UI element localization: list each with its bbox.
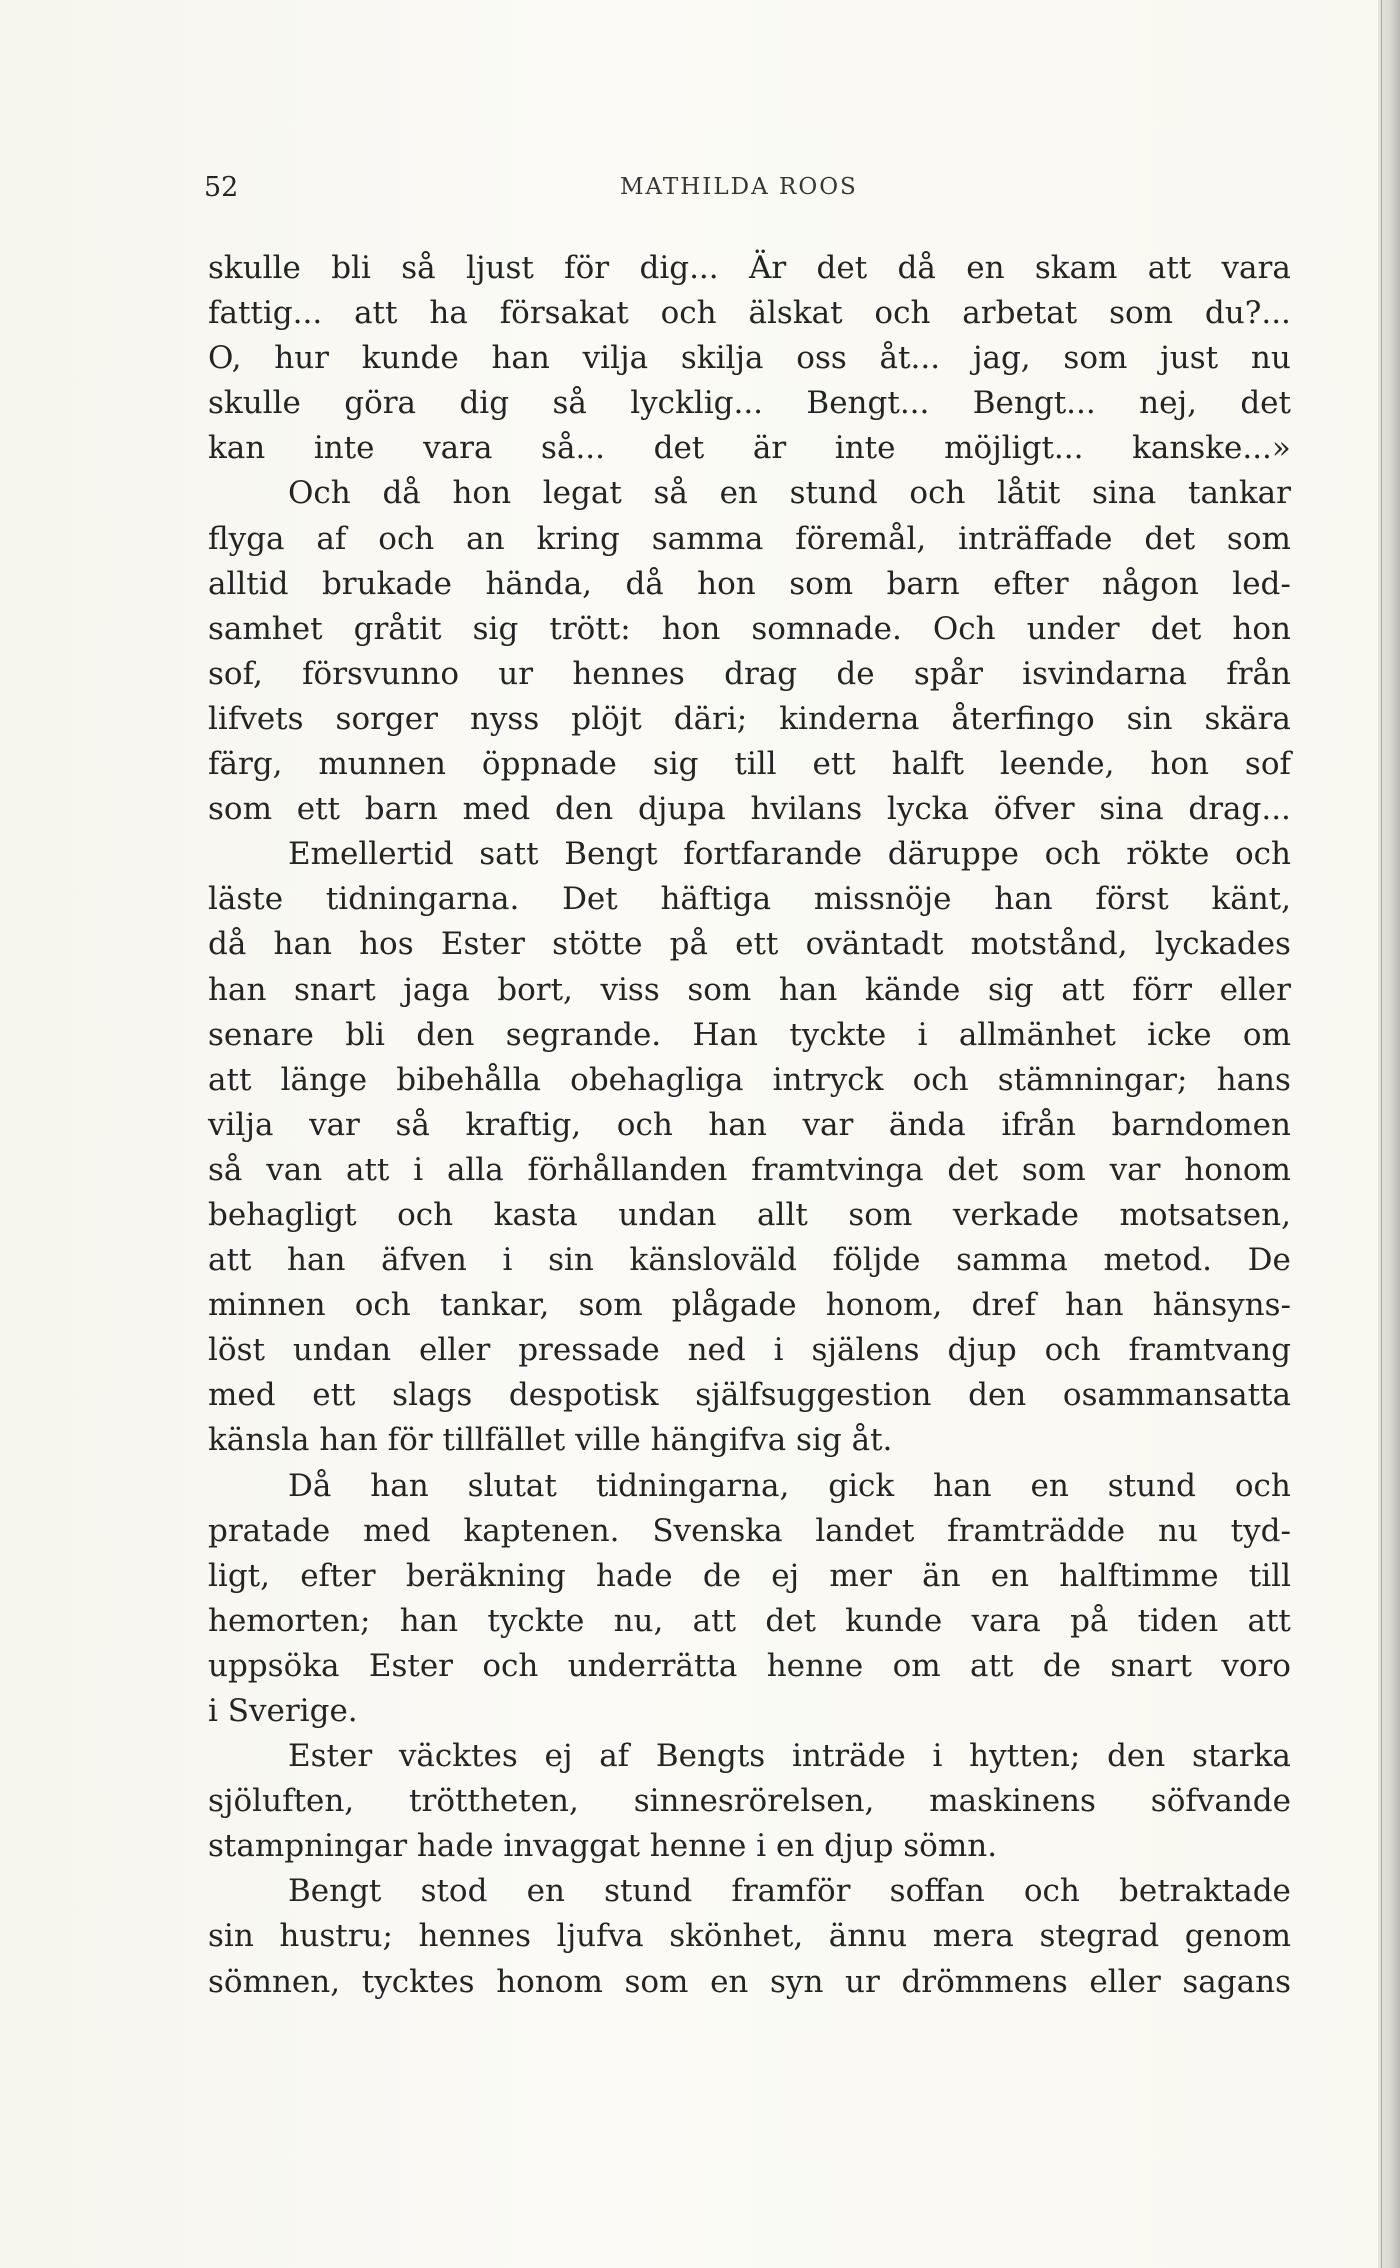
page-edge-line — [1381, 0, 1382, 2268]
text-line: sjöluften, tröttheten, sinnesrörelsen, maskinens söfvande — [208, 1783, 1291, 1820]
text-line: O, hur kunde han vilja skilja oss åt... jag, som just nu — [208, 340, 1291, 377]
text-line: kan inte vara så... det är inte möjligt... kanske...» — [208, 430, 1291, 467]
text-line: ligt, efter beräkning hade de ej mer än en halftimme till — [208, 1557, 1291, 1594]
text-line: Bengt stod en stund framför soffan och betraktade — [288, 1873, 1291, 1910]
text-line: att länge bibehålla obehagliga intryck och stämningar; hans — [208, 1061, 1291, 1098]
running-title: MATHILDA ROOS — [620, 174, 858, 200]
page-number: 52 — [204, 172, 239, 203]
text-line: läste tidningarna. Det häftiga missnöje han först känt, — [208, 881, 1291, 918]
text-line: han snart jaga bort, viss som han kände sig att förr eller — [208, 971, 1291, 1008]
text-line: flyga af och an kring samma föremål, inträffade det som — [208, 520, 1291, 557]
text-line: uppsöka Ester och underrätta henne om att de snart voro — [208, 1647, 1291, 1684]
text-line: senare bli den segrande. Han tyckte i allmänhet icke om — [208, 1016, 1291, 1053]
text-line: sin hustru; hennes ljufva skönhet, ännu mera stegrad genom — [208, 1918, 1291, 1955]
running-head — [204, 172, 1290, 212]
text-line: alltid brukade hända, då hon som barn efter någon led- — [208, 565, 1291, 602]
text-line: skulle bli så ljust för dig... Är det då en skam att vara — [208, 250, 1291, 286]
body-text — [208, 246, 1291, 2005]
text-line: pratade med kaptenen. Svenska landet framträdde nu tyd- — [208, 1512, 1291, 1549]
text-line: skulle göra dig så lycklig... Bengt... Bengt... nej, det — [208, 385, 1291, 422]
text-line: samhet gråtit sig trött: hon somnade. Och under det hon — [208, 610, 1291, 647]
text-line: att han äfven i sin känsloväld följde samma metod. De — [208, 1242, 1291, 1279]
text-line: i Sverige. — [208, 1693, 358, 1729]
text-line: fattig... att ha försakat och älskat och arbetat som du?... — [208, 295, 1291, 332]
text-line: som ett barn med den djupa hvilans lycka öfver sina drag... — [208, 791, 1291, 828]
text-line: färg, munnen öppnade sig till ett halft leende, hon sof — [208, 746, 1291, 783]
text-line: Då han slutat tidningarna, gick han en stund och — [288, 1467, 1291, 1504]
text-line: behagligt och kasta undan allt som verkade motsatsen, — [208, 1196, 1291, 1233]
text-line: då han hos Ester stötte på ett oväntadt motstånd, lyckades — [208, 926, 1291, 963]
text-line: känsla han för tillfället ville hängifva sig åt. — [208, 1422, 893, 1459]
text-line: minnen och tankar, som plågade honom, dref han hänsyns- — [208, 1287, 1291, 1324]
text-line: Emellertid satt Bengt fortfarande däruppe och rökte och — [288, 836, 1291, 873]
text-line: vilja var så kraftig, och han var ända ifrån barndomen — [208, 1106, 1291, 1143]
text-line: sömnen, tycktes honom som en syn ur drömmens eller sagans — [208, 1963, 1291, 2000]
text-line: Ester väcktes ej af Bengts inträde i hytten; den starka — [288, 1738, 1291, 1775]
text-line: så van att i alla förhållanden framtvinga det som var honom — [208, 1151, 1291, 1188]
text-line: Och då hon legat så en stund och låtit sina tankar — [288, 475, 1291, 512]
text-line: lifvets sorger nyss plöjt däri; kinderna återfingo sin skära — [208, 700, 1291, 737]
text-line: löst undan eller pressade ned i själens djup och framtvang — [208, 1332, 1291, 1369]
text-line: hemorten; han tyckte nu, att det kunde vara på tiden att — [208, 1602, 1291, 1639]
text-line: med ett slags despotisk själfsuggestion den osammansatta — [208, 1377, 1291, 1414]
text-line: sof, försvunno ur hennes drag de spår isvindarna från — [208, 655, 1291, 692]
text-line: stampningar hade invaggat henne i en djup sömn. — [208, 1828, 998, 1865]
